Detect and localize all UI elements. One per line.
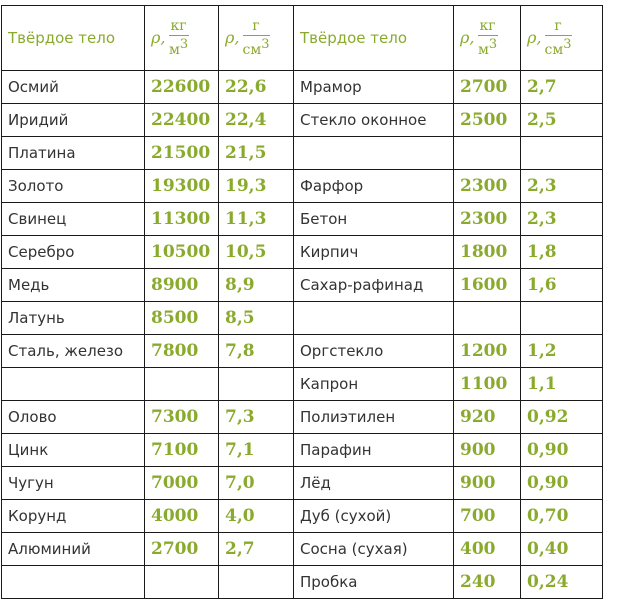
density-kg-m3-right: 1600: [454, 269, 521, 302]
table-row: [2, 104, 603, 137]
table-row: [2, 335, 603, 368]
density-g-cm3-left: 19,3: [219, 170, 294, 203]
density-kg-m3-left: 7800: [145, 335, 219, 368]
density-g-cm3-left: [219, 368, 294, 401]
table-row: [2, 401, 603, 434]
density-kg-m3-right: 700: [454, 500, 521, 533]
solid-name-right: [294, 137, 454, 170]
density-g-cm3-left: 22,4: [219, 104, 294, 137]
density-kg-m3-left: 21500: [145, 137, 219, 170]
table-row: [2, 203, 603, 236]
solid-name-right: Полиэтилен: [294, 401, 454, 434]
solid-name-right: Оргстекло: [294, 335, 454, 368]
header-solid-right: Твёрдое тело: [294, 6, 454, 71]
density-g-cm3-left: 7,0: [219, 467, 294, 500]
density-kg-m3-left: 11300: [145, 203, 219, 236]
density-kg-m3-right: 1800: [454, 236, 521, 269]
density-kg-m3-left: 8500: [145, 302, 219, 335]
table-row: [2, 170, 603, 203]
density-table: [1, 5, 603, 599]
density-g-cm3-right: 1,6: [521, 269, 603, 302]
table-row: [2, 467, 603, 500]
density-kg-m3-right: 900: [454, 434, 521, 467]
density-g-cm3-left: 22,6: [219, 71, 294, 104]
density-kg-m3-right: 240: [454, 566, 521, 599]
solid-name-right: Бетон: [294, 203, 454, 236]
header-g-cm3-right: ρ, $\frac{г}{см^3}$: [521, 6, 603, 71]
solid-name-right: Капрон: [294, 368, 454, 401]
table-row: [2, 566, 603, 599]
solid-name-right: Мрамор: [294, 71, 454, 104]
density-g-cm3-left: 8,5: [219, 302, 294, 335]
table-row: [2, 269, 603, 302]
density-g-cm3-right: 1,2: [521, 335, 603, 368]
density-g-cm3-left: 11,3: [219, 203, 294, 236]
density-g-cm3-right: 2,5: [521, 104, 603, 137]
solid-name-left: [2, 566, 145, 599]
density-kg-m3-left: 2700: [145, 533, 219, 566]
density-g-cm3-right: 0,90: [521, 434, 603, 467]
header-row: [2, 6, 603, 71]
solid-name-right: [294, 302, 454, 335]
solid-name-right: Сосна (сухая): [294, 533, 454, 566]
density-kg-m3-right: 1200: [454, 335, 521, 368]
density-kg-m3-right: 1100: [454, 368, 521, 401]
table-row: [2, 236, 603, 269]
density-kg-m3-left: 7300: [145, 401, 219, 434]
solid-name-right: Сахар-рафинад: [294, 269, 454, 302]
density-g-cm3-left: 4,0: [219, 500, 294, 533]
density-g-cm3-left: 2,7: [219, 533, 294, 566]
density-kg-m3-left: 10500: [145, 236, 219, 269]
density-kg-m3-right: 2700: [454, 71, 521, 104]
density-g-cm3-left: 8,9: [219, 269, 294, 302]
solid-name-left: Медь: [2, 269, 145, 302]
solid-name-left: Алюминий: [2, 533, 145, 566]
density-g-cm3-right: 0,40: [521, 533, 603, 566]
density-g-cm3-right: 1,8: [521, 236, 603, 269]
density-g-cm3-right: 1,1: [521, 368, 603, 401]
density-g-cm3-right: [521, 302, 603, 335]
density-table-body: [2, 6, 603, 599]
density-kg-m3-right: 920: [454, 401, 521, 434]
density-kg-m3-left: 4000: [145, 500, 219, 533]
density-g-cm3-left: 21,5: [219, 137, 294, 170]
density-g-cm3-left: 7,1: [219, 434, 294, 467]
density-g-cm3-right: 2,3: [521, 170, 603, 203]
solid-name-left: Золото: [2, 170, 145, 203]
header-g-cm3-left: ρ, $\frac{г}{см^3}$: [219, 6, 294, 71]
solid-name-left: Серебро: [2, 236, 145, 269]
table-row: [2, 302, 603, 335]
solid-name-left: Олово: [2, 401, 145, 434]
density-g-cm3-right: 0,70: [521, 500, 603, 533]
density-kg-m3-right: 2500: [454, 104, 521, 137]
density-g-cm3-right: 2,7: [521, 71, 603, 104]
solid-name-left: Свинец: [2, 203, 145, 236]
density-kg-m3-left: [145, 566, 219, 599]
solid-name-left: Осмий: [2, 71, 145, 104]
density-g-cm3-left: 7,3: [219, 401, 294, 434]
table-row: [2, 71, 603, 104]
density-kg-m3-right: 400: [454, 533, 521, 566]
density-kg-m3-left: 22400: [145, 104, 219, 137]
density-g-cm3-right: 0,92: [521, 401, 603, 434]
solid-name-left: Корунд: [2, 500, 145, 533]
density-g-cm3-left: 7,8: [219, 335, 294, 368]
solid-name-left: [2, 368, 145, 401]
solid-name-right: Стекло оконное: [294, 104, 454, 137]
density-kg-m3-right: [454, 137, 521, 170]
density-kg-m3-left: 7000: [145, 467, 219, 500]
density-g-cm3-left: 10,5: [219, 236, 294, 269]
density-g-cm3-right: 0,24: [521, 566, 603, 599]
density-kg-m3-left: 22600: [145, 71, 219, 104]
solid-name-left: Иридий: [2, 104, 145, 137]
table-row: [2, 368, 603, 401]
header-kg-m3-right: ρ, $\frac{кг}{м^3}$: [454, 6, 521, 71]
density-kg-m3-left: 8900: [145, 269, 219, 302]
solid-name-left: Цинк: [2, 434, 145, 467]
solid-name-left: Сталь, железо: [2, 335, 145, 368]
density-kg-m3-right: 2300: [454, 203, 521, 236]
density-g-cm3-right: 2,3: [521, 203, 603, 236]
header-solid-left: Твёрдое тело: [2, 6, 145, 71]
solid-name-left: Чугун: [2, 467, 145, 500]
solid-name-right: Пробка: [294, 566, 454, 599]
density-kg-m3-left: 19300: [145, 170, 219, 203]
density-kg-m3-left: [145, 368, 219, 401]
table-row: [2, 500, 603, 533]
density-g-cm3-right: [521, 137, 603, 170]
density-g-cm3-right: 0,90: [521, 467, 603, 500]
solid-name-right: Фарфор: [294, 170, 454, 203]
header-kg-m3-left: ρ, $\frac{кг}{м^3}$: [145, 6, 219, 71]
density-kg-m3-right: 900: [454, 467, 521, 500]
solid-name-right: Парафин: [294, 434, 454, 467]
solid-name-right: Дуб (сухой): [294, 500, 454, 533]
density-g-cm3-left: [219, 566, 294, 599]
table-row: [2, 533, 603, 566]
density-table-container: [1, 5, 603, 599]
solid-name-left: Платина: [2, 137, 145, 170]
density-kg-m3-right: 2300: [454, 170, 521, 203]
table-row: [2, 137, 603, 170]
solid-name-right: Кирпич: [294, 236, 454, 269]
density-kg-m3-right: [454, 302, 521, 335]
solid-name-right: Лёд: [294, 467, 454, 500]
solid-name-left: Латунь: [2, 302, 145, 335]
table-row: [2, 434, 603, 467]
density-kg-m3-left: 7100: [145, 434, 219, 467]
